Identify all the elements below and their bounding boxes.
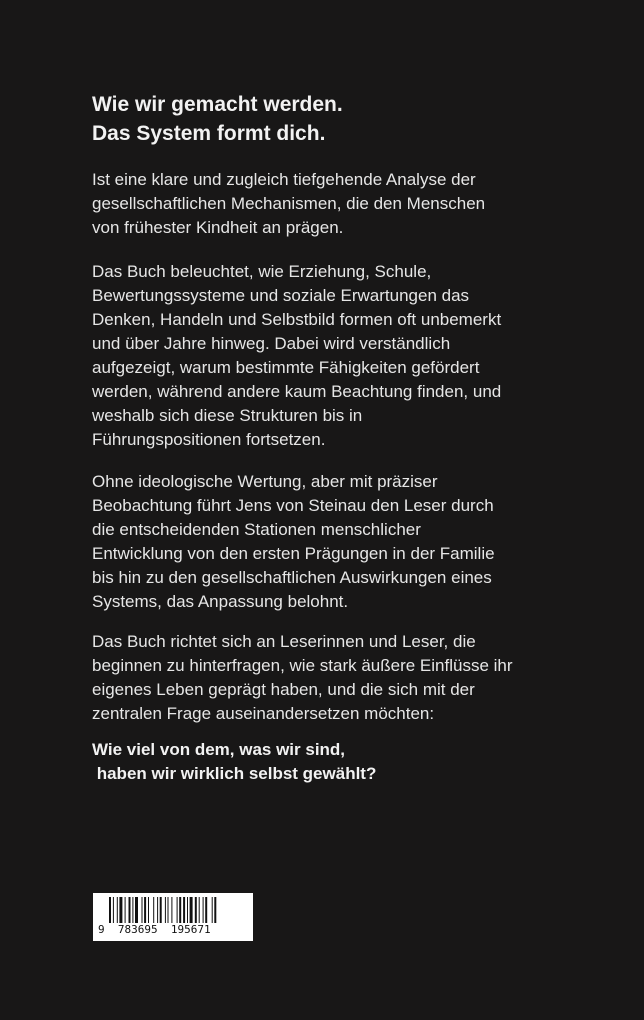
paragraph-line: Bewertungssysteme und soziale Erwartungen das (92, 286, 470, 305)
barcode-bar (195, 897, 197, 923)
barcode-bar (165, 897, 166, 923)
barcode-bar (117, 897, 118, 923)
barcode-bar (168, 897, 169, 923)
paragraph-line: Führungspositionen fortsetzen. (92, 430, 326, 449)
barcode-bar (183, 897, 185, 923)
barcode-bar (157, 897, 158, 923)
paragraph-line: zentralen Frage auseinandersetzen möchten: (92, 704, 435, 723)
paragraph-line: aufgezeigt, warum bestimmte Fähigkeiten gefördert (92, 358, 480, 377)
paragraph-line: Denken, Handeln und Selbstbild formen oft unbemerkt (92, 310, 502, 329)
closing-question-line-2: haben wir wirklich selbst gewählt? (92, 764, 377, 783)
paragraph-line: eigenes Leben geprägt haben, und die sich mit der (92, 680, 475, 699)
paragraph-line: werden, während andere kaum Beachtung finden, und (92, 382, 502, 401)
barcode-bar (187, 897, 188, 923)
barcode-bar (132, 897, 133, 923)
paragraph-line: Ohne ideologische Wertung, aber mit präziser (92, 472, 438, 491)
cover-title-line-2: Das System formt dich. (92, 122, 326, 145)
cover-title (92, 90, 343, 148)
barcode-bar (142, 897, 143, 923)
isbn-barcode (93, 893, 253, 941)
barcode-bar (153, 897, 154, 923)
closing-question (92, 738, 562, 786)
barcode-bar (212, 897, 213, 923)
barcode-bar (214, 897, 216, 923)
paragraph-line: gesellschaftlichen Mechanismen, die den Menschen (92, 194, 486, 213)
paragraph-line: und über Jahre hinweg. Dabei wird verständlich (92, 334, 451, 353)
barcode-bar (205, 897, 207, 923)
barcode-bar (179, 897, 181, 923)
paragraph-author-approach (92, 470, 562, 614)
paragraph-intro (92, 168, 562, 240)
isbn-digits: 9 783695 195671 (98, 923, 211, 936)
barcode-bar (177, 897, 178, 923)
barcode-bar (125, 897, 126, 923)
paragraph-line: von frühester Kindheit an prägen. (92, 218, 344, 237)
barcode-bar (199, 897, 200, 923)
cover-title-line-1: Wie wir gemacht werden. (92, 93, 343, 116)
barcode-bar (160, 897, 162, 923)
barcode-bar (135, 897, 138, 923)
barcode-bar (203, 897, 204, 923)
paragraph-line: beginnen zu hinterfragen, wie stark äußere Einflüsse ihr (92, 656, 513, 675)
paragraph-line: die entscheidenden Stationen menschlicher (92, 520, 421, 539)
paragraph-line: Das Buch beleuchtet, wie Erziehung, Schule, (92, 262, 432, 281)
barcode-bar (144, 897, 146, 923)
paragraph-line: Systems, das Anpassung belohnt. (92, 592, 349, 611)
barcode-bar (171, 897, 172, 923)
barcode-bar (113, 897, 114, 923)
paragraph-line: Beobachtung führt Jens von Steinau den Leser durch (92, 496, 494, 515)
barcode-bar (109, 897, 111, 923)
paragraph-line: Das Buch richtet sich an Leserinnen und Leser, die (92, 632, 476, 651)
barcode-bar (190, 897, 193, 923)
paragraph-line: bis hin zu den gesellschaftlichen Auswirkungen eines (92, 568, 492, 587)
paragraph-audience (92, 630, 562, 726)
closing-question-line-1: Wie viel von dem, was wir sind, (92, 740, 346, 759)
barcode-bar (119, 897, 122, 923)
paragraph-line: weshalb sich diese Strukturen bis in (92, 406, 363, 425)
paragraph-line: Ist eine klare und zugleich tiefgehende Analyse der (92, 170, 476, 189)
barcode-bar (129, 897, 131, 923)
paragraph-book-focus (92, 260, 562, 452)
barcode-bar (148, 897, 149, 923)
paragraph-line: Entwicklung von den ersten Prägungen in der Familie (92, 544, 495, 563)
